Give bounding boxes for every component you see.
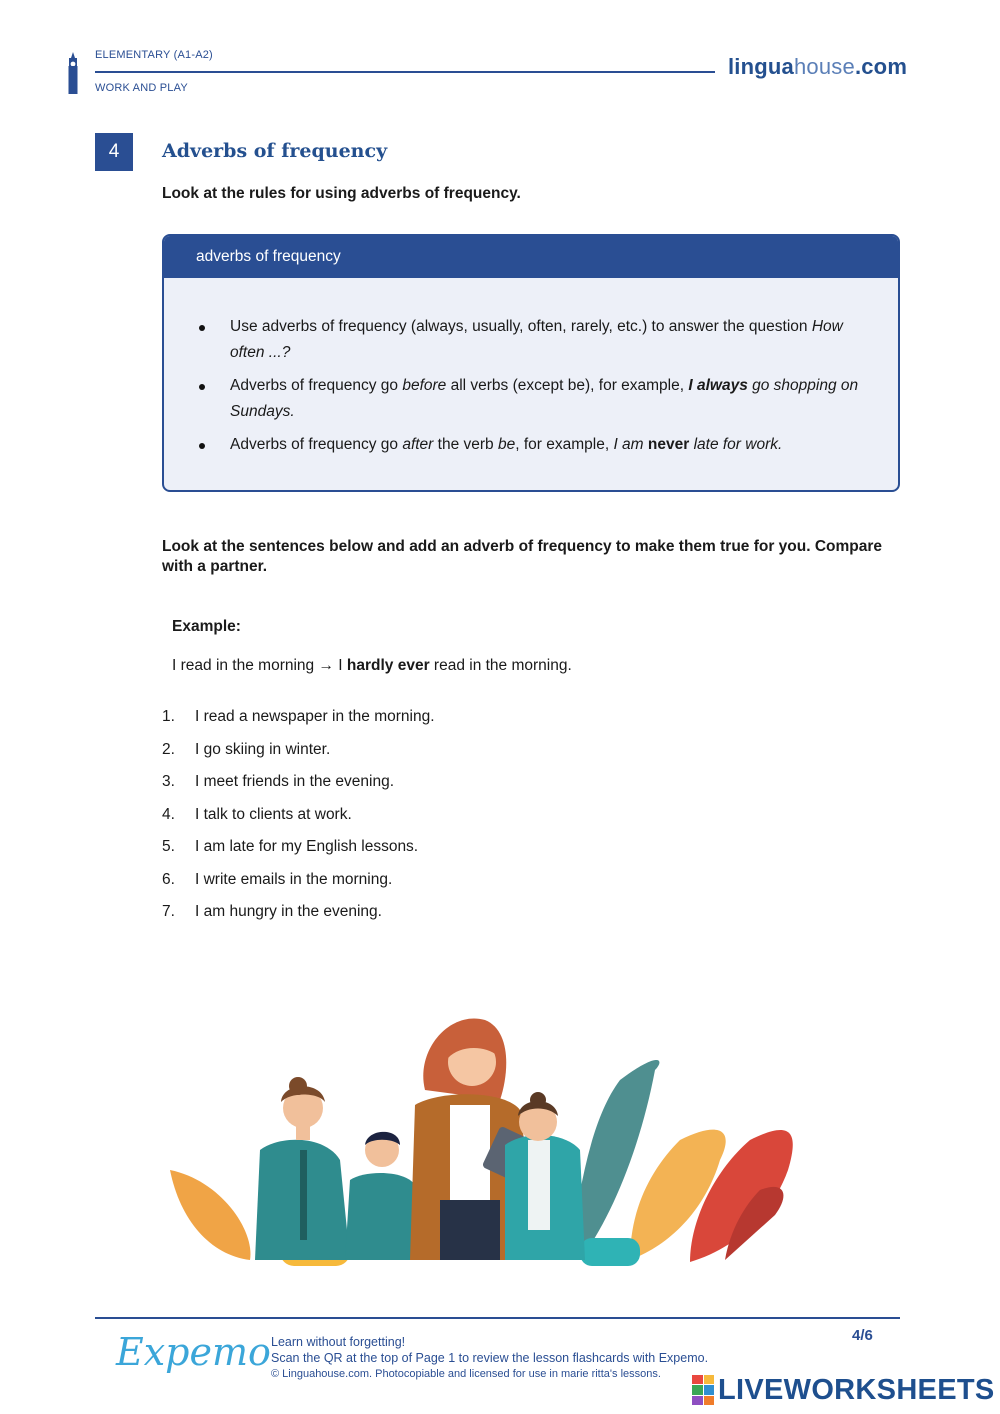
footer-divider — [95, 1317, 900, 1319]
footer-text: Learn without forgetting! Scan the QR at the top of Page 1 to review the lesson flashcards with Expemo. © Linguahouse.com. Photocopiable and licensed for use in marie ritta's lessons. — [271, 1335, 709, 1380]
list-item: 7. I am hungry in the evening. — [162, 903, 382, 920]
list-item: 2. I go skiing in winter. — [162, 740, 331, 758]
rule-item: Use adverbs of frequency (always, usually, often, rarely, etc.) to answer the question How often ...? — [196, 314, 876, 366]
liveworksheets-logo: LIVEWORKSHEETS — [692, 1372, 995, 1408]
list-item: 6. I write emails in the morning. — [162, 870, 393, 888]
example-sentence: I read in the morning → I hardly ever read in the morning. — [172, 657, 572, 674]
list-item: 1. I read a newspaper in the morning. — [162, 708, 435, 725]
header-divider — [95, 71, 715, 73]
list-item: 3. I meet friends in the evening. — [162, 773, 395, 790]
section-title: Adverbs of frequency — [162, 140, 388, 162]
brand-logo: linguahouse.com — [728, 54, 908, 79]
rule-item: Adverbs of frequency go after the verb be, for example, I am never late for work. — [196, 432, 876, 458]
example-label: Example: — [172, 618, 241, 635]
page-number: 4/6 — [852, 1327, 873, 1344]
level-label: ELEMENTARY (A1-A2) — [95, 49, 213, 61]
list-item: 5. I am late for my English lessons. — [162, 838, 419, 855]
bullet-icon — [199, 443, 205, 449]
office-team-illustration — [160, 1010, 800, 1272]
list-item: 4. I talk to clients at work. — [162, 805, 352, 823]
big-ben-icon — [66, 52, 80, 94]
rules-list — [196, 314, 876, 465]
bullet-icon — [199, 325, 205, 331]
rules-box-heading: adverbs of frequency — [164, 236, 898, 278]
topic-label: WORK AND PLAY — [95, 82, 188, 94]
rules-instruction: Look at the rules for using adverbs of frequency. — [162, 185, 521, 202]
exercise-list — [162, 706, 435, 934]
section-number: 4 — [95, 133, 133, 171]
rules-box — [162, 234, 900, 492]
liveworksheets-icon — [692, 1375, 714, 1405]
rule-item: Adverbs of frequency go before all verbs (except be), for example, I always go shopping on Sundays. — [196, 373, 876, 425]
bullet-icon — [199, 384, 205, 390]
expemo-logo: Expemo — [116, 1330, 271, 1374]
exercise-instruction: Look at the sentences below and add an adverb of frequency to make them true for you. Compare with a partner. — [162, 538, 883, 575]
